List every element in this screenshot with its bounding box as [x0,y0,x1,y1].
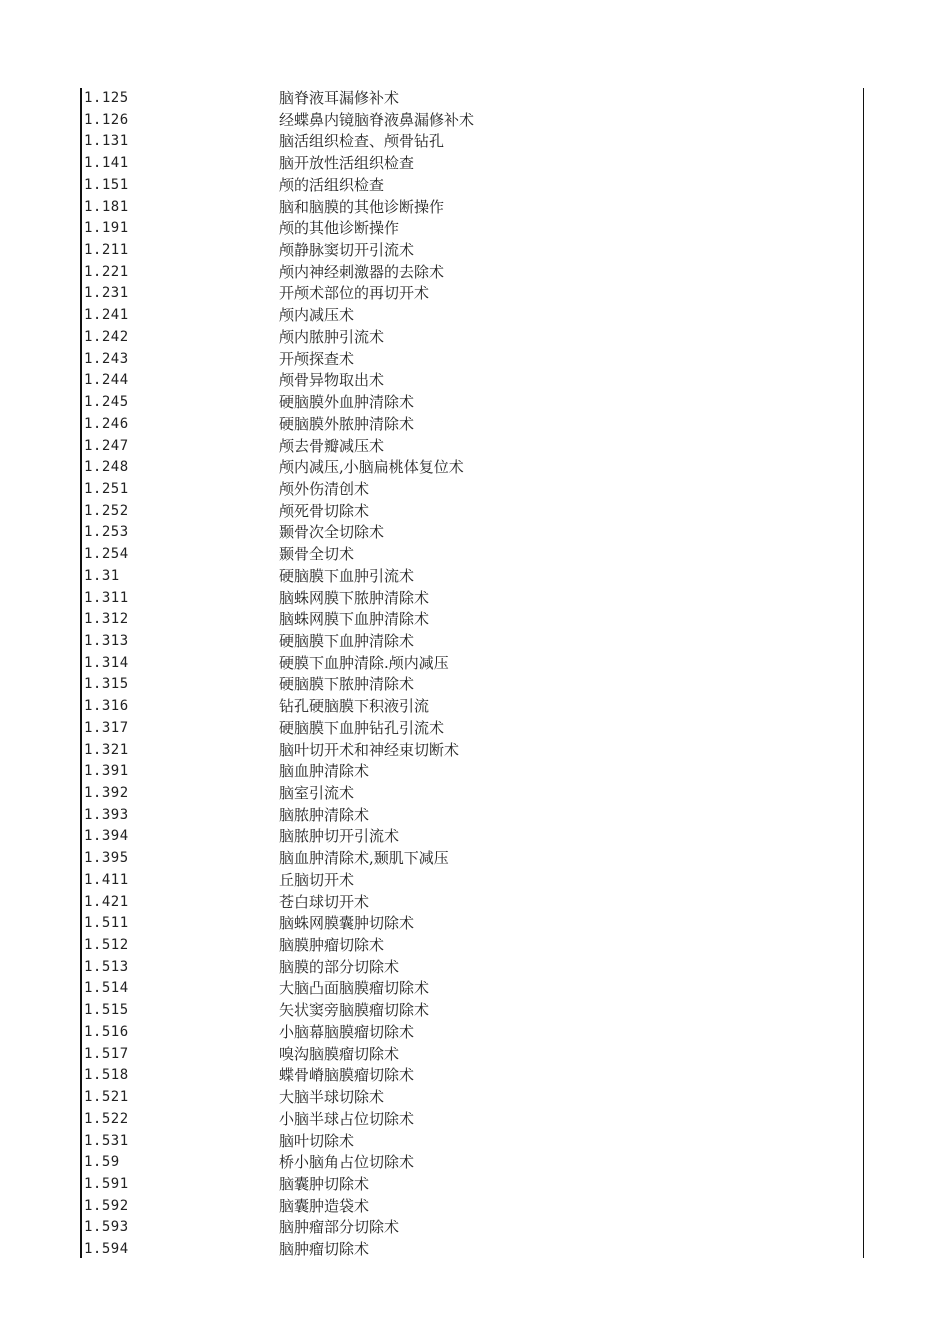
procedure-code: 1.321 [84,741,129,758]
procedure-code: 1.421 [84,893,129,910]
table-rows [80,88,865,1261]
procedure-code: 1.151 [84,176,129,193]
procedure-code: 1.514 [84,980,129,997]
table-row [80,110,865,132]
procedure-code: 1.131 [84,133,129,150]
procedure-name: 颅的活组织检查 [279,175,385,194]
table-row [80,696,865,718]
procedure-code: 1.591 [84,1175,129,1192]
procedure-code: 1.247 [84,437,129,454]
procedure-name: 硬膜下血肿清除.颅内减压 [279,653,449,672]
procedure-code: 1.593 [84,1219,129,1236]
procedure-code: 1.191 [84,220,129,237]
procedure-code: 1.392 [84,785,129,801]
procedure-name: 硬脑膜下脓肿清除术 [279,675,415,694]
procedure-code: 1.125 [84,90,129,106]
procedure-code: 1.518 [84,1067,129,1084]
procedure-code: 1.317 [84,719,129,736]
table-row [80,175,865,197]
procedure-code: 1.312 [84,611,129,628]
table-row [80,1196,865,1218]
table-row [80,1022,865,1044]
table-row [80,457,865,479]
table-row [80,131,865,153]
procedure-code: 1.221 [84,263,129,280]
table-row [80,479,865,501]
procedure-code: 1.141 [84,155,129,172]
procedure-name: 硬脑膜外脓肿清除术 [279,414,415,433]
procedure-name: 脑肿瘤部分切除术 [279,1218,400,1237]
procedure-code: 1.522 [84,1110,129,1127]
procedure-code: 1.394 [84,828,129,845]
procedure-name: 脑膜肿瘤切除术 [279,936,385,955]
procedure-name: 颅的其他诊断操作 [279,219,400,238]
procedure-name: 脑叶切除术 [279,1131,355,1150]
table-row [80,370,865,392]
procedure-code: 1.521 [84,1089,129,1106]
table-row [80,653,865,675]
table-row [80,218,865,240]
table-row [80,631,865,653]
procedure-name: 经蝶鼻内镜脑脊液鼻漏修补术 [279,110,475,129]
table-row [80,305,865,327]
procedure-code: 1.244 [84,372,129,389]
procedure-name: 小脑半球占位切除术 [279,1109,415,1128]
procedure-name: 颞骨全切术 [279,545,355,564]
procedure-code: 1.393 [84,806,129,823]
procedure-name: 硬脑膜下血肿钻孔引流术 [279,718,445,737]
procedure-code: 1.515 [84,1002,129,1019]
procedure-code: 1.245 [84,394,129,411]
procedure-code: 1.31 [84,567,120,584]
procedure-name: 颅骨异物取出术 [279,371,385,390]
procedure-name: 脑活组织检查、颅骨钻孔 [279,132,445,151]
table-row [80,1087,865,1109]
table-row [80,1174,865,1196]
procedure-name: 硬脑膜下血肿引流术 [279,566,415,585]
table-row [80,848,865,870]
procedure-code: 1.251 [84,480,129,497]
procedure-name: 嗅沟脑膜瘤切除术 [279,1044,400,1063]
table-row [80,240,865,262]
procedure-name: 脑膜的部分切除术 [279,957,400,976]
procedure-code: 1.316 [84,698,129,715]
procedure-name: 小脑幕脑膜瘤切除术 [279,1022,415,1041]
procedure-name: 脑蛛网膜下血肿清除术 [279,610,430,629]
procedure-name: 硬脑膜下血肿清除术 [279,631,415,650]
procedure-code: 1.59 [84,1154,120,1171]
procedure-name: 颅内脓肿引流术 [279,327,385,346]
procedure-code: 1.395 [84,850,129,867]
table-row [80,978,865,1000]
procedure-code: 1.181 [84,198,129,215]
procedure-name: 脑脓肿清除术 [279,805,370,824]
table-row [80,870,865,892]
table-row [80,935,865,957]
table-row [80,1131,865,1153]
procedure-code: 1.253 [84,524,129,541]
procedure-name: 矢状窦旁脑膜瘤切除术 [279,1001,430,1020]
procedure-name: 颅外伤清创术 [279,479,370,498]
procedure-code: 1.311 [84,589,129,606]
procedure-code-table [80,88,865,1258]
table-row [80,327,865,349]
procedure-code: 1.592 [84,1197,129,1214]
procedure-code: 1.314 [84,654,129,671]
procedure-name: 脑叶切开术和神经束切断术 [279,740,460,759]
table-row [80,566,865,588]
procedure-name: 脑囊肿切除术 [279,1174,370,1193]
table-row [80,805,865,827]
procedure-name: 颞骨次全切除术 [279,523,385,542]
table-row [80,349,865,371]
procedure-code: 1.246 [84,415,129,432]
table-row [80,892,865,914]
table-row [80,1000,865,1022]
procedure-name: 脑室引流术 [279,784,355,802]
procedure-name: 脑血肿清除术 [279,762,370,781]
procedure-name: 颅静脉窦切开引流术 [279,241,415,260]
procedure-code: 1.594 [84,1241,129,1258]
table-row [80,783,865,805]
table-row [80,262,865,284]
table-row [80,197,865,219]
table-row [80,718,865,740]
procedure-name: 硬脑膜外血肿清除术 [279,393,415,412]
procedure-name: 脑蛛网膜囊肿切除术 [279,914,415,933]
procedure-code: 1.513 [84,958,129,975]
table-row [80,588,865,610]
table-row [80,1065,865,1087]
procedure-name: 脑脊液耳漏修补术 [279,89,400,107]
procedure-name: 脑和脑膜的其他诊断操作 [279,197,445,216]
table-row [80,957,865,979]
procedure-code: 1.313 [84,632,129,649]
table-row [80,392,865,414]
procedure-name: 钻孔硬脑膜下积液引流 [279,697,430,716]
table-row [80,522,865,544]
procedure-code: 1.516 [84,1023,129,1040]
procedure-code: 1.242 [84,328,129,345]
procedure-name: 开颅术部位的再切开术 [279,284,430,303]
procedure-code: 1.252 [84,502,129,519]
procedure-name: 脑囊肿造袋术 [279,1196,370,1215]
table-row [80,153,865,175]
procedure-code: 1.511 [84,915,129,932]
procedure-name: 开颅探查术 [279,349,355,368]
table-row [80,88,865,110]
procedure-name: 颅内减压,小脑扁桃体复位术 [279,458,464,477]
table-row [80,913,865,935]
procedure-name: 脑脓肿切开引流术 [279,827,400,846]
procedure-name: 颅内减压术 [279,306,355,325]
procedure-name: 丘脑切开术 [279,870,355,889]
procedure-name: 蝶骨嵴脑膜瘤切除术 [279,1066,415,1085]
procedure-name: 颅内神经刺激器的去除术 [279,262,445,281]
procedure-code: 1.315 [84,676,129,693]
procedure-code: 1.531 [84,1132,129,1149]
procedure-code: 1.231 [84,285,129,302]
table-row [80,1152,865,1174]
table-row [80,1217,865,1239]
table-row [80,609,865,631]
procedure-code: 1.211 [84,242,129,259]
procedure-code: 1.241 [84,307,129,324]
procedure-name: 大脑凸面脑膜瘤切除术 [279,979,430,998]
table-row [80,826,865,848]
procedure-name: 颅去骨瓣减压术 [279,436,385,455]
table-row [80,674,865,696]
table-row [80,740,865,762]
procedure-name: 脑血肿清除术,颞肌下减压 [279,849,449,868]
procedure-code: 1.126 [84,111,129,128]
table-row [80,544,865,566]
table-row [80,501,865,523]
procedure-name: 脑肿瘤切除术 [279,1240,370,1259]
procedure-name: 颅死骨切除术 [279,501,370,520]
procedure-code: 1.517 [84,1045,129,1062]
table-row [80,761,865,783]
procedure-code: 1.254 [84,546,129,563]
table-row [80,1109,865,1131]
table-row [80,283,865,305]
procedure-code: 1.248 [84,459,129,476]
table-row [80,1239,865,1261]
procedure-name: 苍白球切开术 [279,892,370,911]
procedure-name: 桥小脑角占位切除术 [279,1153,415,1172]
table-row [80,1044,865,1066]
procedure-code: 1.411 [84,871,129,888]
procedure-name: 脑蛛网膜下脓肿清除术 [279,588,430,607]
table-row [80,414,865,436]
procedure-name: 脑开放性活组织检查 [279,154,415,173]
procedure-code: 1.243 [84,350,129,367]
procedure-code: 1.512 [84,937,129,954]
procedure-code: 1.391 [84,763,129,780]
table-row [80,436,865,458]
procedure-name: 大脑半球切除术 [279,1088,385,1107]
